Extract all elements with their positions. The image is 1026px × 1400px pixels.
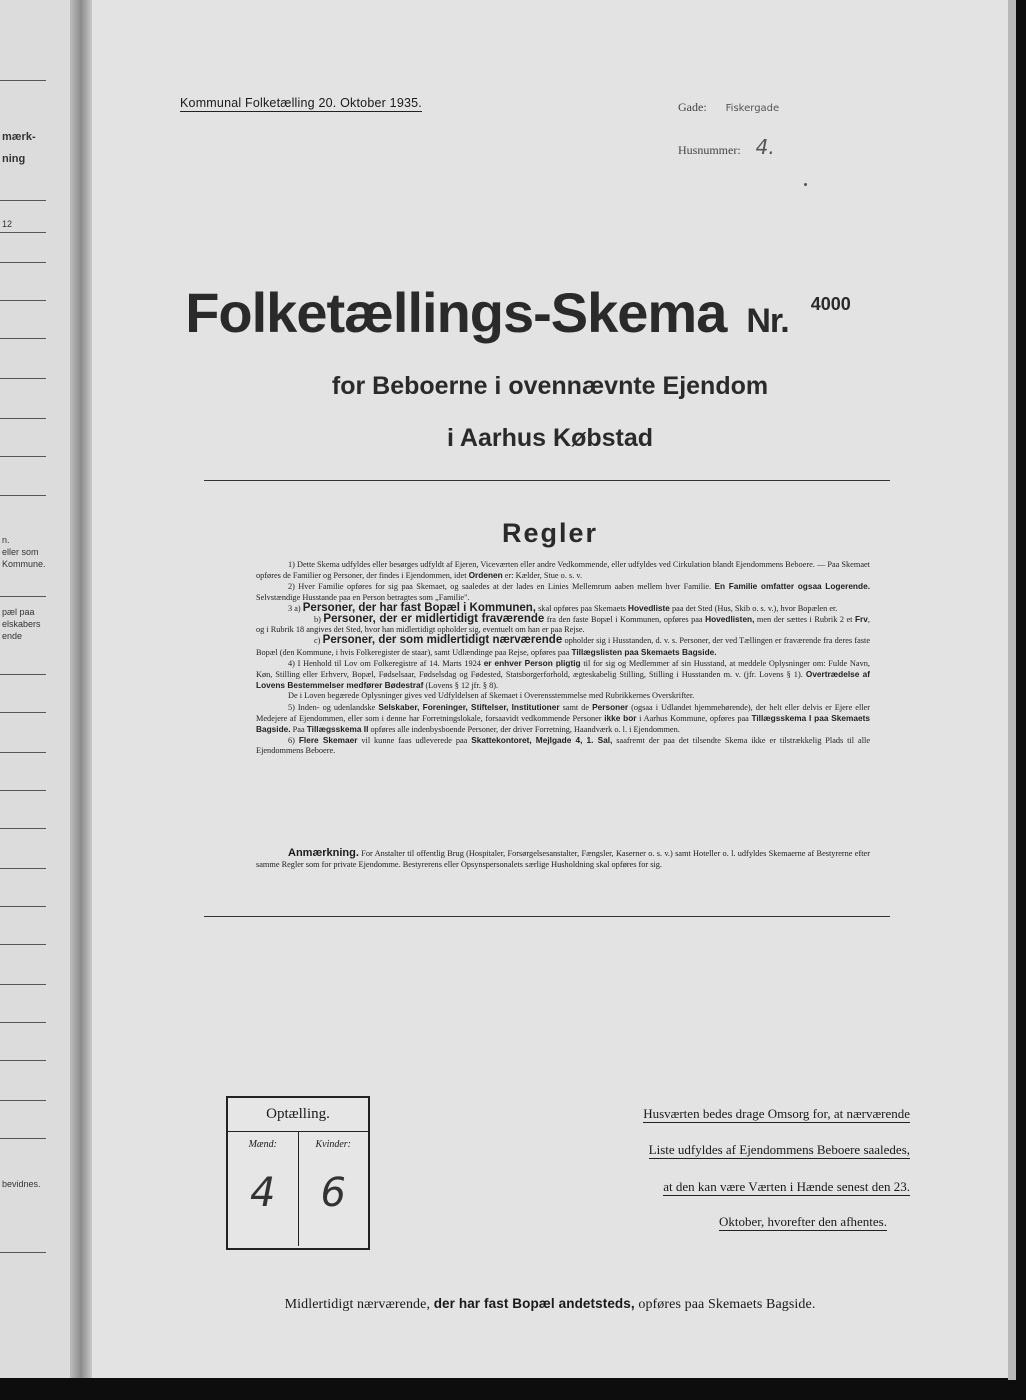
- form-number-value: 4000: [810, 294, 851, 314]
- form-number-label: Nr.: [746, 302, 789, 340]
- left-frag: ning: [2, 153, 26, 165]
- left-rule: [0, 596, 46, 597]
- rule-3a: 3 a) Personer, der har fast Bopæl i Kommunen, skal opføres paa Skemaets Hovedliste paa det Sted (Hus, Skib o. s. v.), hvor Bopælen er.: [288, 601, 838, 614]
- men-column: [228, 1132, 298, 1246]
- women-column: [298, 1132, 369, 1246]
- left-rule: [0, 790, 46, 791]
- rule-4-note: De i Loven begærede Oplysninger gives ved Udfyldelsen af Skemaet i Overensstemmelse med Rubrikkernes Overskrifter.: [288, 691, 695, 701]
- rule-2: 2) Hver Familie opføres for sig paa Skemaet, og saaledes at der lades en Linies Mellemrum aaben mellem hver Familie. En Familie omfatter ogsaa Logerende. Selvstændige Husstande paa en Person betragtes som „Familie".: [256, 581, 870, 602]
- form-title-text: [185, 280, 851, 345]
- count-box-columns: [228, 1132, 368, 1246]
- left-rule: [0, 378, 46, 379]
- rule-6: 6) Flere Skemaer vil kunne faas udleverede paa Skattekontoret, Mejlgade 4, 1. Sal, saafremt der paa det tilsendte Skema ikke er tilstrækkelig Plads til alle Ejendommens Beboere.: [256, 735, 870, 756]
- women-count: 6: [320, 1170, 346, 1216]
- page-edge: [1008, 0, 1016, 1380]
- house-number-field: [678, 135, 775, 159]
- divider: [204, 480, 890, 481]
- remark-text: For Anstalter til offentlig Brug (Hospitaler, Forsørgelsesanstalter, Fængsler, Kaserner o. s. v.) samt Hoteller o. l. udfyldes Skemaerne af Bestyrerne efter samme Regler som for private Ejendomme. Bestyrerens eller Opsynspersonalets særlige Husholdning skal opføres for sig.: [256, 849, 870, 869]
- left-rule: [0, 712, 46, 713]
- left-rule: [0, 338, 46, 339]
- left-rule: [0, 300, 46, 301]
- rules-text: [256, 560, 870, 757]
- rule-4: 4) I Henhold til Lov om Folkeregistre af 14. Marts 1924 er enhver Person pligtig til for sig og Medlemmer af sin Husstand, at meddele Oplysninger om: Fulde Navn, Køn, Stilling eller Erhverv, Bopæl, Fødselsaar, Fødselsdag og Fødested, Statsborgerforhold, ægteskabelig Stilling, Stilling i Husstanden m. v. (jfr. Lovens § 1). Overtrædelse af Lovens Bestemmelser medfører Bødestraf (Lovens § 12 jfr. § 8).: [256, 657, 871, 691]
- left-rule: [0, 674, 46, 675]
- left-frag: 12: [2, 219, 13, 229]
- left-rule: [0, 828, 46, 829]
- women-label: Kvinder:: [315, 1139, 352, 1150]
- landlord-notice-line: Liste udfyldes af Ejendommens Beboere saaledes,: [648, 1142, 910, 1157]
- left-frag: Kommune.: [2, 559, 46, 569]
- left-rule: [0, 906, 46, 907]
- form-subtitle-2: i Aarhus Købstad: [446, 424, 654, 452]
- landlord-notice-line: Husværten bedes drage Omsorg for, at nærværende: [643, 1106, 910, 1121]
- left-frag: pæl paa: [2, 607, 35, 617]
- rules-heading: Regler: [501, 518, 599, 548]
- left-rule: [0, 80, 46, 81]
- left-rule: [0, 752, 46, 753]
- house-number-label: Husnummer:: [678, 143, 741, 157]
- landlord-notice-line: at den kan være Værten i Hænde senest den 23.: [663, 1179, 910, 1194]
- form-title-main: Folketællings-Skema: [185, 281, 727, 344]
- divider: [204, 916, 890, 917]
- left-frag: mærk-: [2, 131, 36, 143]
- rule-5: 5) Inden- og udenlandske Selskaber, Foreninger, Stiftelser, Institutioner samt de Personer (ogsaa i Udlandet hjemmehørende), der helt eller delvis er Ejere eller Medejere af Ejendommen, eller som i denne har Forretningslokale, forsaavidt vedkommende Personer ikke bor i Aarhus Kommune, opføres paa Tillægsskema I paa Skemaets Bagside. Paa Tillægsskema II opføres alle indenbysboende Personer, der driver Forretning, Haandværk o. l. i Ejendommen.: [256, 701, 871, 735]
- count-box: [226, 1096, 370, 1250]
- left-rule: [0, 1100, 46, 1101]
- rule-3c: c) Personer, der som midlertidigt nærværende opholder sig i Husstanden, d. v. s. Personer, der ved Tællingen er fraværende fra deres faste Bopæl (den Kommune, i hvis Folkeregister de staar), samt Udlændinge paa Rejse, opføres paa Tillægslisten paa Skemaets Bagside.: [256, 634, 871, 657]
- left-rule: [0, 1138, 46, 1139]
- ink-speck: [804, 183, 807, 186]
- census-header: Kommunal Folketælling 20. Oktober 1935.: [180, 96, 422, 110]
- remark: [256, 848, 870, 870]
- left-frag: n.: [2, 535, 10, 545]
- left-rule: [0, 232, 46, 233]
- left-frag: ende: [2, 631, 23, 641]
- book-gutter: [70, 0, 92, 1378]
- house-number-value: 4.: [755, 135, 775, 159]
- census-form-page: [92, 0, 1008, 1378]
- left-rule: [0, 1060, 46, 1061]
- left-rule: [0, 984, 46, 985]
- left-rule: [0, 868, 46, 869]
- form-title: [92, 280, 1008, 345]
- left-frag: bevidnes.: [2, 1179, 41, 1189]
- left-rule: [0, 944, 46, 945]
- left-page-fragment: [0, 0, 70, 1378]
- left-frag: elskabers: [2, 619, 41, 629]
- form-subtitle-1: for Beboerne i ovennævnte Ejendom: [331, 372, 769, 400]
- left-rule: [0, 495, 46, 496]
- landlord-notice-line: Oktober, hvorefter den afhentes.: [718, 1214, 887, 1229]
- left-rule: [0, 200, 46, 201]
- footer-note: Midlertidigt nærværende, der har fast Bopæl andetsteds, opføres paa Skemaets Bagside.: [284, 1296, 816, 1312]
- street-value: Fiskergade: [725, 103, 780, 114]
- count-box-caption: Optælling.: [228, 1098, 368, 1132]
- rule-1: 1) Dette Skema udfyldes eller besørges udfyldt af Ejeren, Viceværten eller andre Vedkommende, eller udfyldes ved Cirkulation blandt Ejendommens Beboere. — Paa Skemaet opføres de Familier og Personer, der findes i Ejendommen, idet Ordenen er: Kælder, Stue o. s. v.: [256, 560, 870, 581]
- men-count: 4: [250, 1170, 276, 1216]
- remark-heading: Anmærkning.: [288, 847, 359, 859]
- left-rule: [0, 1022, 46, 1023]
- left-rule: [0, 262, 46, 263]
- left-frag: eller som: [2, 547, 39, 557]
- left-rule: [0, 1252, 46, 1253]
- left-rule: [0, 456, 46, 457]
- street-field: [678, 100, 779, 115]
- men-label: Mænd:: [248, 1139, 277, 1150]
- street-label: Gade:: [678, 100, 707, 114]
- left-rule: [0, 418, 46, 419]
- rule-3b: b) Personer, der er midlertidigt fraværende fra den faste Bopæl i Kommunen, opføres paa Hovedlisten, men der sættes i Rubrik 2 et Frv, og i Rubrik 18 angives det Sted, hvor han midlertidigt opholder sig, eventuelt om han er paa Rejse.: [256, 613, 870, 635]
